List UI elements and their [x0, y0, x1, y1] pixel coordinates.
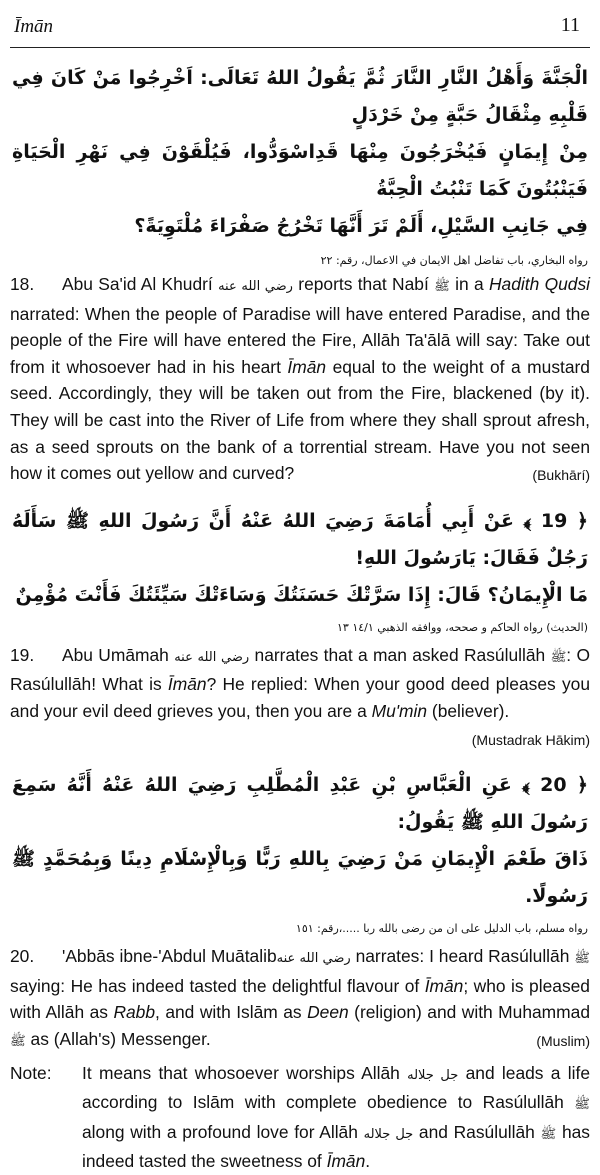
subhanahu-symbol: جل جلاله [407, 1067, 459, 1083]
arabic-line: مَا الْإِيمَانُ؟ قَالَ: إِذَا سَرَّتْكَ حَسَنَتُكَ وَسَاءَتْكَ سَيِّئَتُكَ فَأَنْتَ مُؤْمِنٌ [15, 583, 588, 606]
header-rule [10, 47, 590, 48]
arabic-line: فِي جَانِبِ السَّيْلِ، أَلَمْ تَرَ أَنَّهَا تَخْرُجُ صَفْرَاءَ مُلْتَوِيَةً؟ [134, 215, 588, 237]
page-header [6, 0, 594, 44]
note-label: Note: [10, 1062, 52, 1083]
hadith-17-arabic [6, 60, 594, 245]
hadith-20-reference: رواه مسلم، باب الدليل على ان من رضى بالله ربا .....،رقم: ١٥١ [295, 922, 588, 936]
hadith-number: 19. [10, 644, 35, 665]
arabic-line: ﴿ 20 ﴾ عَنِ الْعَبَّاسِ بْنِ عَبْدِ الْمُطَّلِبِ رَضِيَ اللهُ عَنْهُ أَنَّهُ سَمِعَ رَسُولَ اللهِ ﷺ يَقُولُ: [12, 774, 588, 834]
salallahu-symbol: ﷺ [574, 1097, 590, 1113]
hadith-20-arabic [6, 767, 594, 915]
salallahu-symbol: ﷺ [540, 1126, 557, 1142]
page-number: 11 [560, 14, 580, 36]
hadith-19-reference: (الحديث) رواه الحاكم و صححه، ووافقه الذهبي ١٤/١ ١٣ [336, 620, 588, 634]
hadith-20-translation: 20. 'Abbās ibne-'Abdul Muātalibرضي الله عنه narrates: I heard Rasúlullāh ﷺ saying: He has indeed tasted the delightful flavour of Īmān; who is pleased with Allāh as Rabb, and with Islām as Deen (religion) and with Muhammad ﷺ as (Allah's) Messenger. (Muslim) [10, 943, 590, 1055]
salallahu-symbol: ﷺ [574, 951, 590, 967]
salallahu-symbol: ﷺ [550, 649, 567, 665]
arabic-line: ﴿ 19 ﴾ عَنْ أَبِي أُمَامَةَ رَضِيَ اللهُ عَنْهُ أَنَّ رَسُولَ اللهِ ﷺ سَأَلَهُ رَجُلٌ فَقَالَ: يَارَسُولَ اللهِ! [12, 509, 588, 569]
radiallahu-symbol: رضي الله عنه [276, 951, 351, 967]
hadith-number: 18. [10, 274, 35, 294]
note-block [10, 1060, 590, 1175]
hadith-18-translation: 18. Abu Sa'id Al Khudrí رضي الله عنه reports that Nabí ﷺ in a Hadith Qudsi narrated: When the people of Paradise will have entered Paradise, and the people of the Fire will have entered the Fire, Allāh Ta'ālā will say: Take out from it whosoever had in his heart Īmān equal to the weight of a mustard seed. Accordingly, they will be taken out from the Fire, blackened (by it). They will be cast into the River of Life from where they shall sprout afresh, as a seed sprouts on the bank of a torrential stream. Have you not seen how it comes out yellow and curved? (Bukhārí) [10, 271, 590, 489]
arabic-line: مِنْ إِيمَانٍ فَيُخْرَجُونَ مِنْهَا قَدِاسْوَدُّوا، فَيُلْقَوْنَ فِي نَهْرِ الْحَيَاةِ فَيَنْبُتُونَ كَمَا تَنْبُتُ الْحِبَّةُ [12, 141, 588, 200]
note-text: It means that whosoever worships Allāh جل جلاله and leads a life according to Islām with complete obedience to Rasúlullāh ﷺ along with a profound love for Allāh جل جلاله and Rasúlullāh ﷺ has indeed tasted the sweetness of Īmān. [82, 1062, 590, 1172]
subhanahu-symbol: جل جلاله [363, 1126, 414, 1142]
radiallahu-symbol: رضي الله عنه [174, 649, 250, 665]
hadith-number: 20. [10, 946, 35, 967]
arabic-line: الْجَنَّةَ وَأَهْلُ النَّارِ النَّارَ ثُمَّ يَقُولُ اللهُ تَعَالَى: اَخْرِجُوا مَنْ كَانَ فِي قَلْبِهِ مِثْقَالُ حَبَّةٍ مِنْ خَرْدَلٍ [12, 67, 588, 126]
radiallahu-symbol: رضي الله عنه [218, 279, 293, 294]
salallahu-symbol: ﷺ [434, 279, 450, 294]
hadith-19-translation: 19. Abu Umāmah رضي الله عنه narrates that a man asked Rasúlullāh ﷺ: O Rasúlullāh! What is Īmān? He replied: When your good deed pleases you and your evil deed grieves you, then you are a Mu'min (believer). (Mustadrak Hākim) [10, 642, 590, 753]
hadith-17-reference: رواه البخاري، باب تفاضل اهل الايمان في الاعمال، رقم: ٢٢ [320, 254, 588, 267]
hadith-19-arabic [6, 503, 594, 614]
source-citation: (Muslim) [536, 1032, 590, 1049]
source-citation: (Bukhārí) [532, 467, 590, 484]
arabic-line: ذَاقَ طَعْمَ الْإِيمَانِ مَنْ رَضِيَ بِاللهِ رَبًّا وَبِالْإِسْلَامِ دِينًا وَبِمُحَمَّدٍ ﷺ رَسُولًا. [12, 848, 588, 908]
salallahu-symbol: ﷺ [10, 1033, 26, 1049]
source-citation: (Mustadrak Hākim) [471, 731, 590, 748]
running-title: Īmān [14, 16, 54, 37]
